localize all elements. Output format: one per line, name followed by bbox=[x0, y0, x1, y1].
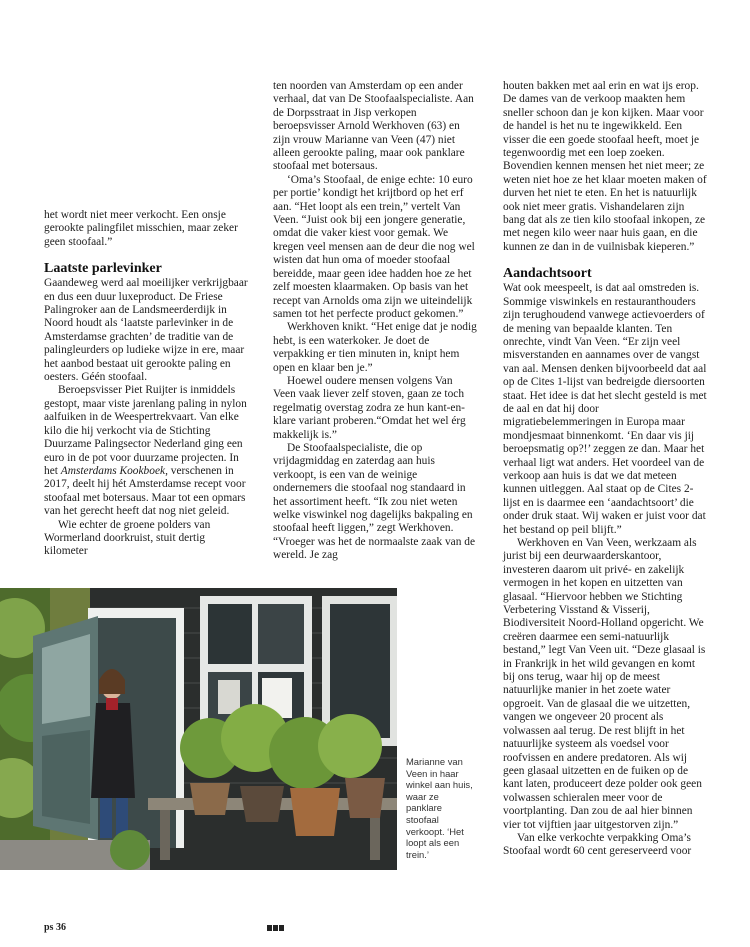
page-number: ps 36 bbox=[44, 922, 66, 933]
body-paragraph: Gaandeweg werd aal moeilijker verkrijgbaar en dus een duur luxeproduct. De Friese Palingroker aan de Landsmeerderdijk in Noord houdt als ‘laatste parlevinker in de Amsterdamse grachten’ de traditie van de palingleurders op ludieke wijze in ere, maar het aanbod bestaat uit gerookte paling en oesters. Géén stoofaal. bbox=[44, 277, 248, 384]
article-column-3 bbox=[503, 80, 707, 859]
shop-doorway-illustration bbox=[0, 588, 397, 870]
body-paragraph: Hoewel oudere mensen volgens Van Veen vaak liever zelf stoven, gaan ze toch regelmatig overstag zodra ze hun kant-en-klare variant proberen.“Omdat het wel érg makkelijk is.” bbox=[273, 374, 466, 441]
article-column-2 bbox=[273, 80, 477, 563]
book-title: Amsterdams Kookboek bbox=[60, 464, 166, 477]
barcode-icon bbox=[267, 925, 284, 931]
photo-caption: Marianne van Veen in haar winkel aan huis, waar ze panklare stoofaal verkoopt. ‘Het loopt als een trein.’ bbox=[406, 756, 473, 860]
body-paragraph: het wordt niet meer verkocht. Een onsje gerookte palingfilet misschien, maar zeker geen stoofaal.” bbox=[44, 209, 238, 248]
body-paragraph: houten bakken met aal erin en wat ijs erop. De dames van de verkoop maakten hem sneller schoon dan je kon kijken. Maar voor de handel is het nu te ingewikkeld. Een visser die een goede stoofaal heeft, moet je tegenwoordig met een loep zoeken. Bovendien kennen mensen het niet meer; ze weten niet hoe ze het klaar moeten maken of durven het niet te eten. En het is natuurlijk ook niet meer gratis. Vishandelaren zijn bang dat als ze tien kilo stoofaal inkopen, ze met negen kilo weer naar huis gaan, en die kunnen ze dan in de vuilnisbak kieperen.” bbox=[503, 80, 707, 253]
body-paragraph: Van elke verkochte verpakking Oma’s Stoofaal wordt 60 cent gereserveerd voor bbox=[503, 831, 692, 858]
article-photo bbox=[0, 588, 397, 870]
body-paragraph: De Stoofaalspecialiste, die op vrijdagmiddag en zaterdag aan huis verkoopt, is een van de weinige ondernemers die stoofaal nog standaard in het assortiment heeft. “Ik zou niet weten welke viswinkel nog dagelijks bakpaling en stoofaal heeft liggen,” zegt Werkhoven. “Vroeger was het de normaalste zaak van de wereld. Je zag bbox=[273, 441, 476, 562]
body-paragraph: Wat ook meespeelt, is dat aal omstreden is. Sommige viswinkels en restauranthouders zijn terughoudend vanwege actievoerders of de mening van bepaalde klanten. Ten onrechte, vindt Van Veen. “Er zijn veel misverstanden en aannames over de vangst van aal. Mensen denken bijvoorbeeld dat aal op de Cites 1-lijst van bedreigde diersoorten staat. Het idee is dat het slecht gesteld is met de aal en dat hij door migratiebelemmeringen in Europa maar mondjesmaat binnenkomt. ‘En daar vis jij beroepsmatig op?!’ zeggen ze dan. Maar het verhaal ligt wat anders. Het voordeel van de verkoop aan huis is dat we dat meteen kunnen uitleggen. Aal staat op de Cites 2-lijst en is daarmee een ‘aandachtsoort’ die onder druk staat. Wij waken er juist voor dat het bestand op peil blijft.” bbox=[503, 282, 707, 536]
section-heading: Aandachtsoort bbox=[503, 266, 592, 282]
body-paragraph: ‘Oma’s Stoofaal, de enige echte: 10 euro per portie’ kondigt het krijtbord op het erf aan. “Het loopt als een trein,” vertelt Van Veen. “Juist ook bij een jongere generatie, omdat die vaker kiest voor gemak. We kregen veel mensen aan de deur die nog wel wisten dat hun oma of moeder stoofaal bereidde, maar geen idee hadden hoe ze het zelf moesten klaarmaken. Op basis van het recept van Arnolds oma zijn we uiteindelijk samen tot het perfecte product gekomen.” bbox=[273, 173, 475, 320]
body-paragraph: Wie echter de groene polders van Wormerland doorkruist, stuit dertig kilometer bbox=[44, 518, 211, 558]
body-paragraph: Werkhoven en Van Veen, werkzaam als jurist bij een deurwaarderskantoor, investeren daarom uit privé- en zakelijk vermogen in het kopen en uitzetten van glasaal. “Hiervoor hebben we Stichting Verbetering Visstand & Visserij, Biodiversiteit Noord-Holland opgericht. We creëren daarmee een semi-natuurlijk bestand,” legt Van Veen uit. “Deze glasaal is in Frankrijk in het wild gevangen en komt bij ons terug, waar hij op de meest natuurlijke manier in het zoete water opgroeit. Van de glasaal die we uitzetten, vangen we ongeveer 20 procent als volwassen aal terug. De rest blijft in het natuurlijke systeem als voedsel voor roofvissen en andere predatoren. Als wij geen glasaal uitzetten en de fuiken op de kant laten, produceert deze polder ook geen volwassen schieralen meer voor de voortplanting. Dan zou de aal hier binnen vier tot vijftien jaar uitgestorven zijn.” bbox=[503, 537, 706, 831]
section-heading: Laatste parlevinker bbox=[44, 261, 162, 277]
body-paragraph: Werkhoven knikt. “Het enige dat je nodig hebt, is een waterkoker. Je doet de verpakking er tien minuten in, knipt hem open en klaar ben je.” bbox=[273, 321, 477, 374]
body-paragraph: ten noorden van Amsterdam op een ander verhaal, dat van De Stoofaalspecialiste. Aan de Dorpsstraat in Jisp verkopen beroepsvisser Arnold Werkhoven (63) en zijn vrouw Marianne van Veen (47) niet alleen gerookte paling, maar ook panklare stoofaal met botersaus. bbox=[273, 80, 474, 173]
article-column-1 bbox=[44, 209, 248, 559]
body-paragraph: Beroepsvisser Piet Ruijter is inmiddels gestopt, maar viste jarenlang paling in nylon aalfuiken in de Weespertrekvaart. Van elke kilo die hij verkocht via de Stichting Duurzame Palingsector Nederland ging een euro in de pot voor duurzame projecten. In het Amsterdams Kookboek, verschenen in 2017, deelt hij hét Amsterdamse recept voor stoofaal met botersaus. Maar tot een opmars van het gerecht heeft dat nog niet geleid. bbox=[44, 384, 247, 518]
